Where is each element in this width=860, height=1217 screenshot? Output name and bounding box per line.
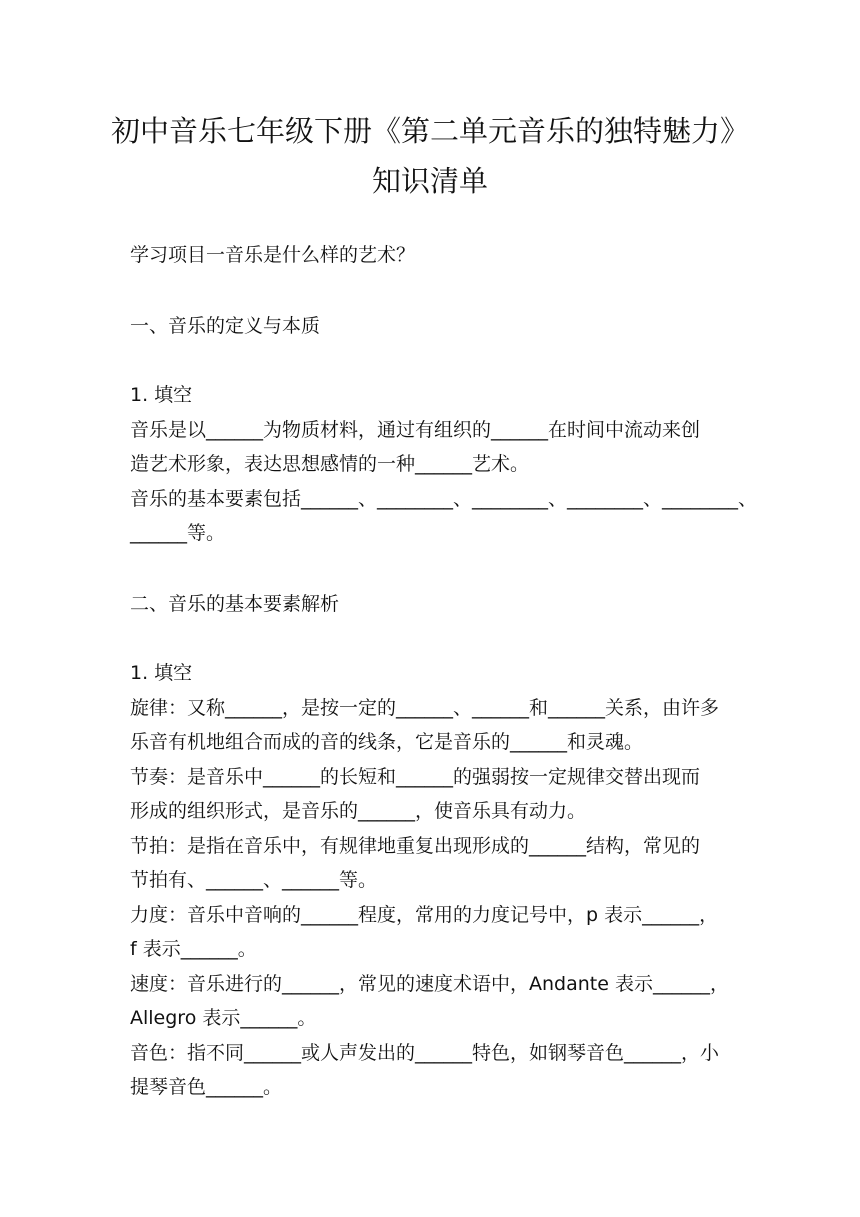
section-2-line-6: 节拍有、______、______等。 xyxy=(130,869,378,891)
project-heading: 学习项目一音乐是什么样的艺术？ xyxy=(130,244,416,266)
document-title-line-2: 知识清单 xyxy=(371,164,488,198)
section-2-line-5: 节拍：是指在音乐中，有规律地重复出现形成的______结构，常见的 xyxy=(130,835,701,857)
section-1-subheading: 1. 填空 xyxy=(130,384,193,406)
section-2-subheading: 1. 填空 xyxy=(130,662,193,684)
section-2-line-4: 形成的组织形式，是音乐的______，使音乐具有动力。 xyxy=(130,800,587,822)
section-2-line-1: 旋律：又称______，是按一定的______、______和______关系，由许多 xyxy=(130,697,720,719)
section-2-line-12: 提琴音色______。 xyxy=(130,1076,283,1098)
section-2-line-9: 速度：音乐进行的______，常见的速度术语中，Andante 表示______， xyxy=(130,973,729,995)
section-1-line-2: 造艺术形象，表达思想感情的一种______艺术。 xyxy=(130,453,530,475)
section-1-line-3: 音乐的基本要素包括______、________、________、________、________、 xyxy=(130,488,758,510)
section-2-line-7: 力度：音乐中音响的______程度，常用的力度记号中，p 表示______， xyxy=(130,904,719,926)
section-2-line-8: f 表示______。 xyxy=(130,938,257,960)
section-2-line-3: 节奏：是音乐中______的长短和______的强弱按一定规律交替出现而 xyxy=(130,766,701,788)
section-2-line-10: Allegro 表示______。 xyxy=(130,1007,317,1029)
section-1-heading: 一、音乐的定义与本质 xyxy=(130,315,321,337)
section-1-line-4: ______等。 xyxy=(130,522,226,544)
section-2-line-2: 乐音有机地组合而成的音的线条，它是音乐的______和灵魂。 xyxy=(130,731,644,753)
document-title-line-1: 初中音乐七年级下册《第二单元音乐的独特魅力》 xyxy=(110,114,749,148)
section-2-heading: 二、音乐的基本要素解析 xyxy=(130,593,340,615)
section-2-line-11: 音色：指不同______或人声发出的______特色，如钢琴音色______，小 xyxy=(130,1042,720,1064)
section-1-line-1: 音乐是以______为物质材料，通过有组织的______在时间中流动来创 xyxy=(130,419,701,441)
